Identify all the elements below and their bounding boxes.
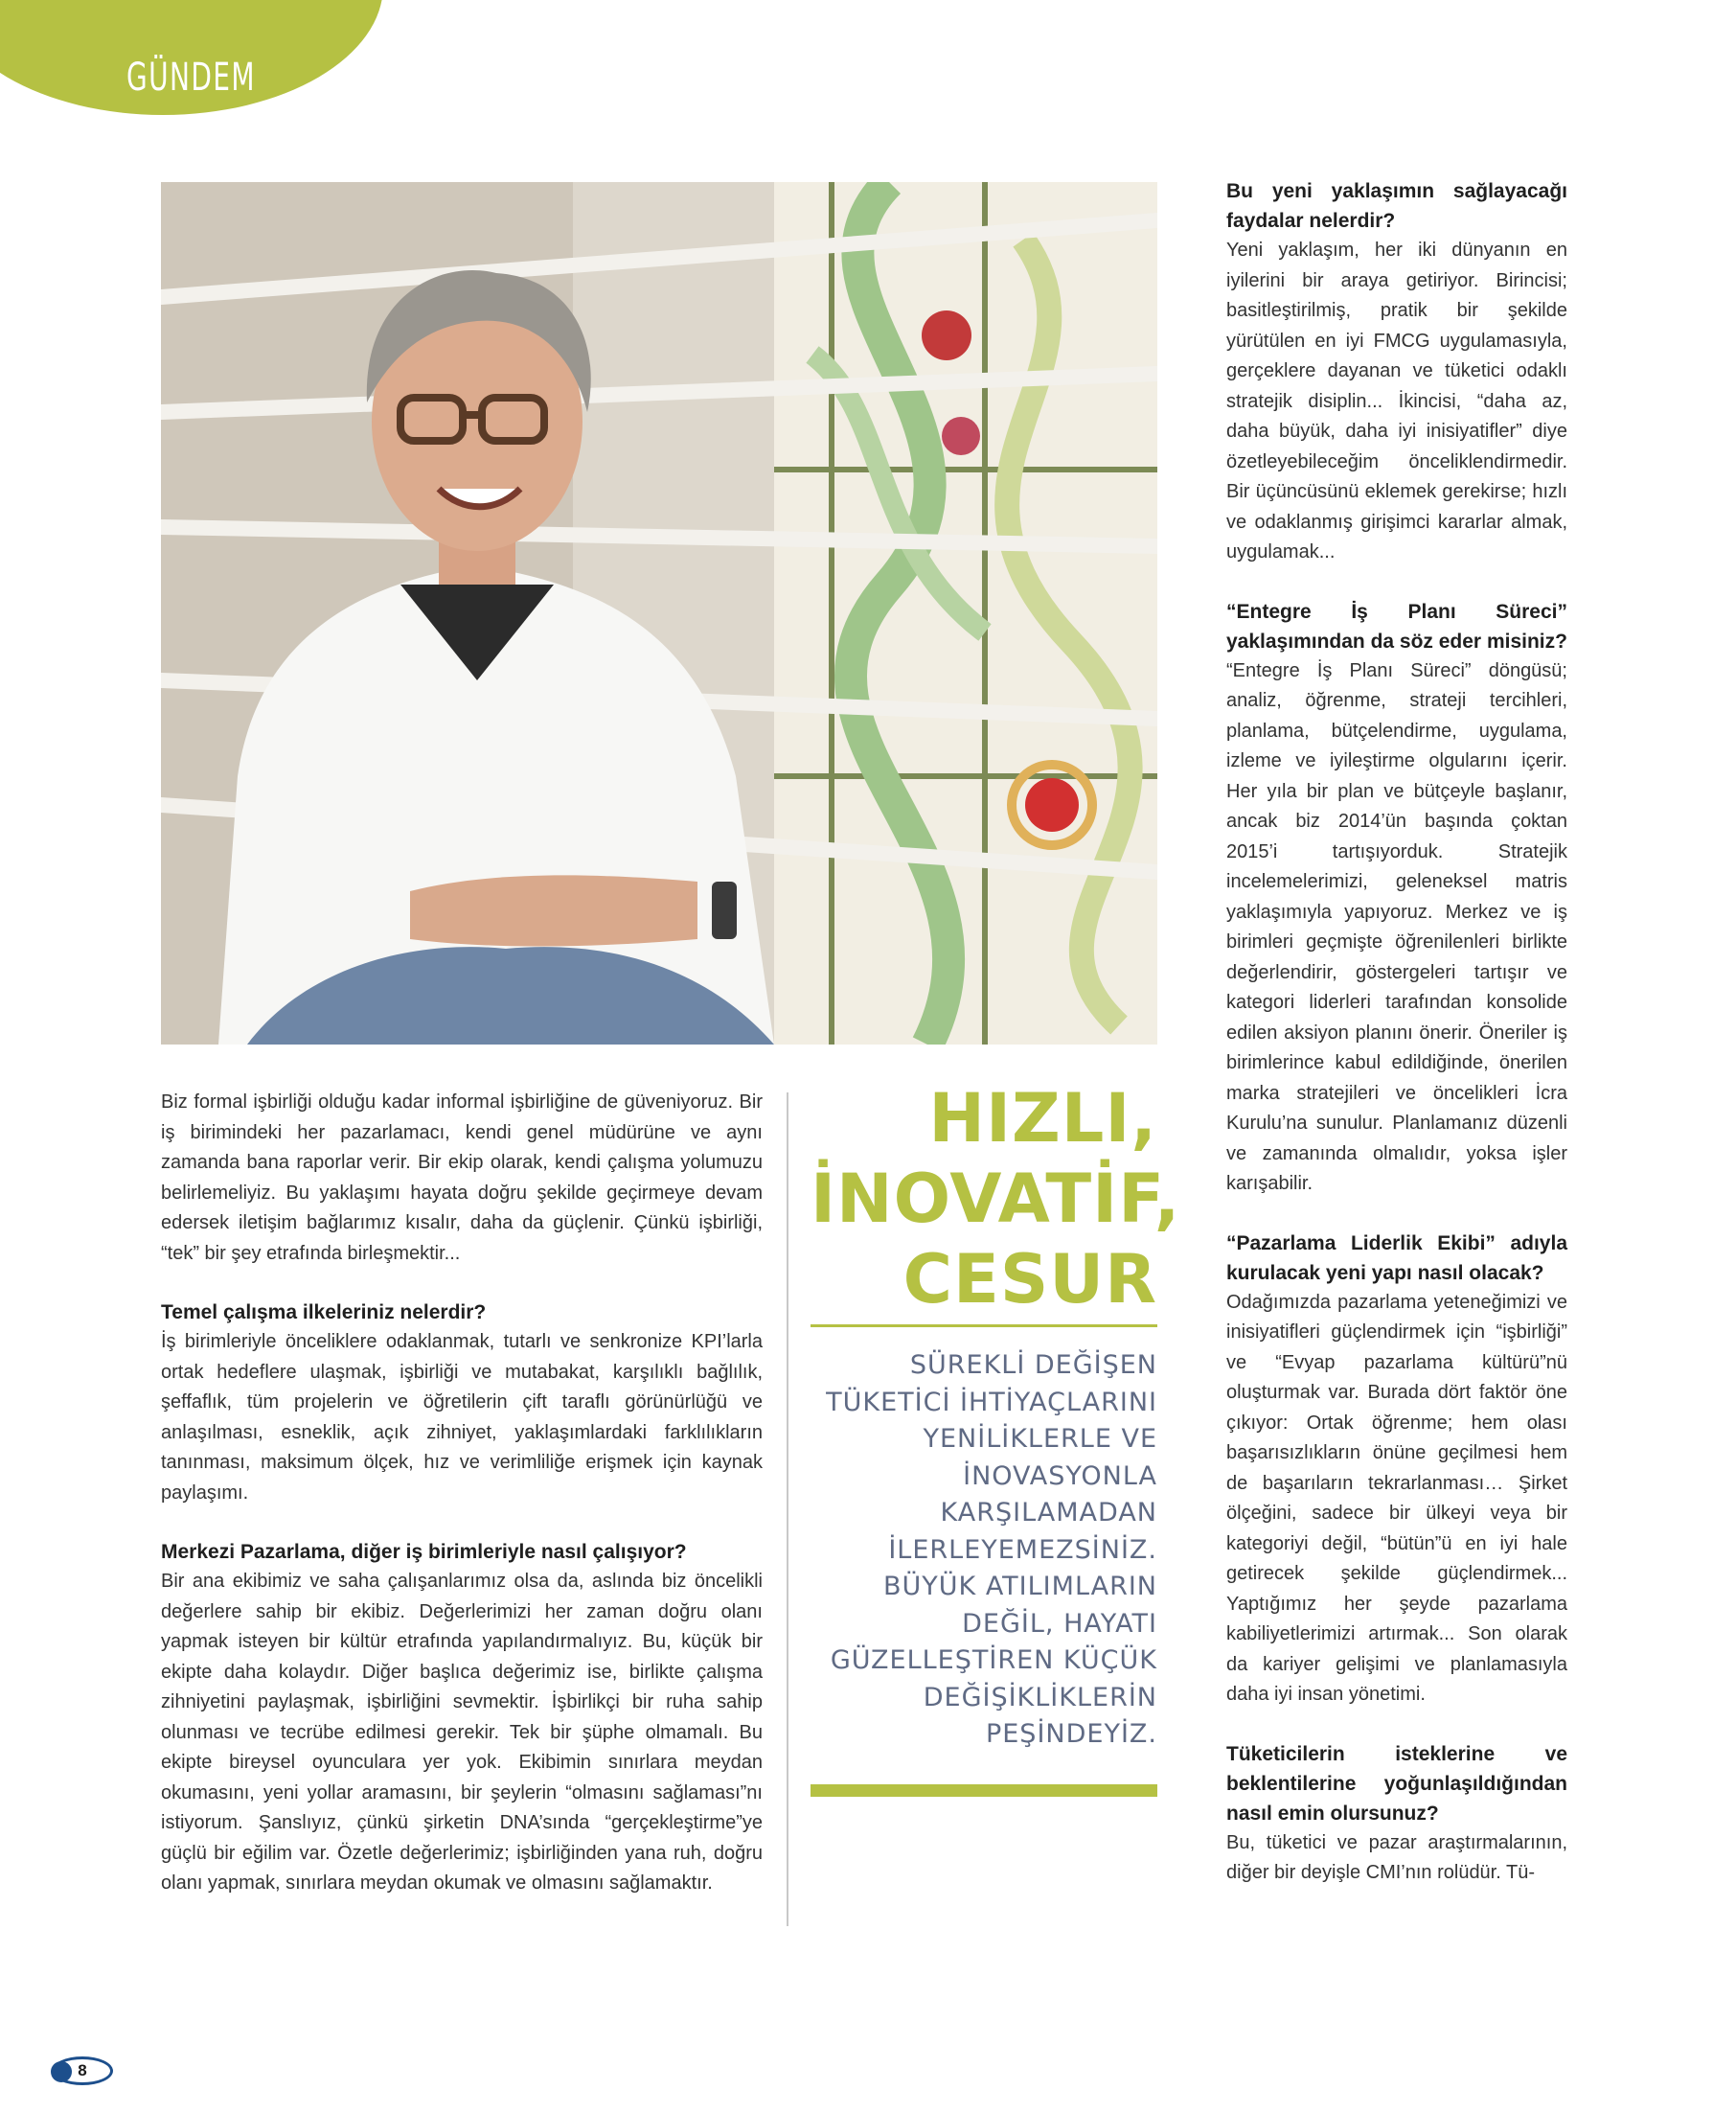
answer-paragraph: Odağımızda pazarlama yeteneğimizi ve inisiyatifleri güçlendirmek için “işbirliği” ve “Evyap pazarlama kültürü”nü oluşturmak var. Burada dört faktör öne çıkıyor: Ortak öğrenme; hem olası başarısızlıkların önüne geçilmesi hem de başarıların tekrarlanması… Şirket ölçeğini, sadece bir ülkeyi veya bir kategoriyi değil, “bütün”ü en iyi hale getirecek şekilde güçlendirmek... Yaptığımız her şeyde pazarlama kabiliyetlerimizi artırmak... Son olarak da kariyer gelişimi ve planlamasıyla daha iyi insan yönetimi.	[1226, 1291, 1567, 1705]
headline-rule	[811, 1324, 1157, 1327]
question-heading: Merkezi Pazarlama, diğer iş birimleriyle nasıl çalışıyor?	[161, 1541, 687, 1563]
answer-paragraph: Bu, tüketici ve pazar araştırmalarının, diğer bir deyişle CMI’nın rolüdür. Tü-	[1226, 1831, 1567, 1883]
pull-quote: SÜREKLİ DEĞİŞEN TÜKETİCİ İHTİYAÇLARINI YENİLİKLERLE VE İNOVASYONLA KARŞILAMADAN İLERLEYEMEZSİNİZ. BÜYÜK ATILIMLARIN DEĞİL, HAYATI GÜZELLEŞTİREN KÜÇÜK DEĞİŞİKLİKLERİN PEŞİNDEYİZ.	[826, 1350, 1157, 1749]
section-label: GÜNDEM	[126, 56, 256, 100]
page-number: 8	[78, 2061, 87, 2079]
headline-line-3: CESUR	[902, 1240, 1157, 1319]
right-column	[1226, 176, 1567, 1918]
answer-paragraph: Bir ana ekibimiz ve saha çalışanlarımız olsa da, aslında biz öncelikli değerlere sahip bir ekibiz. Değerlerimizi her zaman doğru olanı yapmak isteyen bir kültür etrafında yapılandırmalıyız. Bu, küçük bir ekipte daha kolaydır. Diğer başlıca değerimiz ise, birlikte çalışma zihniyetini paylaşmak, işbirliğini sevmektir. İşbirlikçi bir ruha sahip olunması ve tecrübe edilmesi gerekir. Tek bir şüphe olmamalı. Bu ekipte bireysel oyunculara yer yok. Ekibimin sınırlara meydan okumasını, yeni yollar aramasını, bir şeylerin “olmasını sağlaması”nı istiyorum. Şanslıyız, çünkü şirketin DNA’sında “gerçekleştirme”ye güçlü bir eğilim var. Özetle değerlerimiz; işbirliğinden yana ruh, doğru olanı yapmak, sınırlara meydan okumak ve olmasını sağlamaktır.	[161, 1571, 763, 1894]
question-heading: “Pazarlama Liderlik Ekibi” adıyla kurulacak yeni yapı nasıl olacak?	[1226, 1231, 1567, 1284]
headline-line-2: İNOVATİF,	[811, 1160, 1181, 1238]
headline-line-1: HIZLI,	[928, 1079, 1157, 1158]
quote-rule	[811, 1784, 1157, 1797]
answer-paragraph: “Entegre İş Planı Süreci” döngüsü; analiz, öğrenme, strateji tercihleri, planlama, bütçelendirme, uygulama, izleme ve iyileştirme olgularını içerir. Her yıla bir plan ve bütçeyle başlanır, ancak biz 2014’ün başında çoktan 2015’i tartışıyorduk. Stratejik incelemelerimizi, geleneksel matris yaklaşımıyla yapıyoruz. Merkez ve iş birimleri geçmişte öğrenilenleri birlikte değerlendirir, göstergeleri tartışır ve kategori liderleri tarafından konsolide edilen aksiyon planını önerir. Öneriler iş birimlerince kabul edildiğinde, önerilen marka stratejileri ve öncelikleri İcra Kurulu’na sunulur. Planlamanız düzenli ve zamanında olmalıdır, yoksa işler karışabilir.	[1226, 659, 1567, 1194]
question-heading: “Entegre İş Planı Süreci” yaklaşımından da söz eder misiniz?	[1226, 600, 1567, 653]
left-column	[161, 1088, 763, 1928]
question-heading: Tüketicilerin isteklerine ve beklentilerine yoğunlaşıldığından nasıl emin olursunuz?	[1226, 1742, 1567, 1825]
page-number-badge	[52, 2056, 113, 2085]
question-heading: Bu yeni yaklaşımın sağlayacağı faydalar nelerdir?	[1226, 180, 1567, 232]
answer-paragraph: Yeni yaklaşım, her iki dünyanın en iyilerini bir araya getiriyor. Birincisi; basitleştirilmiş, pratik bir şekilde yürütülen en iyi FMCG uygulamasıyla, gerçeklere dayanan ve tüketici odaklı stratejik disiplin... İkincisi, “daha az, daha büyük, daha iyi inisiyatifler” diye özetleyebileceğim önceliklendirmedir. Bir üçüncüsünü eklemek gerekirse; hızlı ve odaklanmış girişimci kararlar almak, uygulamak...	[1226, 240, 1567, 563]
intro-paragraph: Biz formal işbirliği olduğu kadar informal işbirliğine de güveniyoruz. Bir iş birimindeki her pazarlamacı, kendi genel müdürüne ve aynı zamanda bana raporlar verir. Bir ekip olarak, kendi çalışma yolumuzu belirlemeliyiz. Bu yaklaşımı hayata doğru şekilde geçirmeye devam edersek iletişim bağlarımız kısalır, daha da güçlenir. Çünkü işbirliği, “tek” bir şey etrafında birleşmektir...	[161, 1091, 763, 1264]
portrait-photo	[161, 182, 1157, 1045]
column-divider	[787, 1092, 788, 1926]
question-heading: Temel çalışma ilkeleriniz nelerdir?	[161, 1301, 487, 1323]
answer-paragraph: İş birimleriyle önceliklere odaklanmak, tutarlı ve senkronize KPI’larla ortak hedeflere ulaşmak, işbirliği ve mutabakat, karşılıklı bağlılık, şeffaflık, tüm projelerin ve öğretilerin çift taraflı görünürlüğü ve anlaşılması, esneklik, açık zihniyet, yaklaşımlardaki farklılıkların tanınması, maksimum ölçek, hız ve verimliliğe erişmek için kaynak paylaşımı.	[161, 1331, 763, 1504]
headline	[811, 1078, 1181, 1320]
portrait-illustration	[161, 182, 1157, 1045]
